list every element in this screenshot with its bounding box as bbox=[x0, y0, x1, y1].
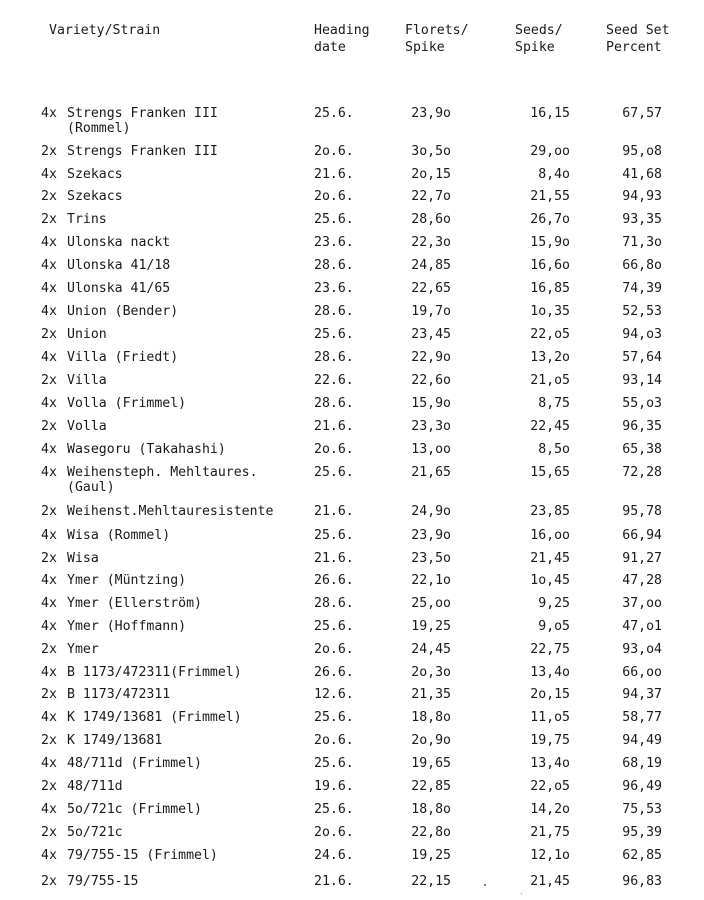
row-florets: 19,65 bbox=[411, 756, 451, 771]
row-ploidy: 4x bbox=[41, 528, 57, 543]
row-florets: 23,45 bbox=[411, 327, 451, 342]
row-seed-set: 66,8o bbox=[622, 258, 662, 273]
row-seed-set: 41,68 bbox=[622, 167, 662, 182]
row-heading-date: 2o.6. bbox=[314, 144, 354, 159]
row-variety: K 1749/13681 bbox=[67, 733, 163, 748]
row-variety: Ymer (Hoffmann) bbox=[67, 619, 187, 634]
row-florets: 23,9o bbox=[411, 528, 451, 543]
row-heading-date: 23.6. bbox=[314, 281, 354, 296]
row-heading-date: 25.6. bbox=[314, 212, 354, 227]
row-florets: 22,3o bbox=[411, 235, 451, 250]
row-seeds: 16,85 bbox=[530, 281, 570, 296]
row-florets: 23,9o bbox=[411, 106, 451, 121]
row-florets: 2o,3o bbox=[411, 665, 451, 680]
row-seed-set: 52,53 bbox=[622, 304, 662, 319]
row-ploidy: 2x bbox=[41, 733, 57, 748]
row-heading-date: 21.6. bbox=[314, 551, 354, 566]
row-seeds: 12,1o bbox=[530, 848, 570, 863]
row-seeds: 21,75 bbox=[530, 825, 570, 840]
row-seed-set: 95,78 bbox=[622, 504, 662, 519]
row-seeds: 23,85 bbox=[530, 504, 570, 519]
row-ploidy: 4x bbox=[41, 848, 57, 863]
row-ploidy: 2x bbox=[41, 874, 57, 889]
row-variety: 5o/721c bbox=[67, 825, 123, 840]
row-heading-date: 21.6. bbox=[314, 419, 354, 434]
row-seeds: 21,o5 bbox=[530, 373, 570, 388]
row-variety: Ulonska nackt bbox=[67, 235, 171, 250]
row-heading-date: 2o.6. bbox=[314, 825, 354, 840]
row-florets: 19,25 bbox=[411, 848, 451, 863]
row-seeds: 29,oo bbox=[530, 144, 570, 159]
row-seeds: 21,55 bbox=[530, 189, 570, 204]
row-ploidy: 4x bbox=[41, 619, 57, 634]
row-ploidy: 4x bbox=[41, 258, 57, 273]
row-heading-date: 25.6. bbox=[314, 465, 354, 480]
row-ploidy: 4x bbox=[41, 304, 57, 319]
row-heading-date: 25.6. bbox=[314, 710, 354, 725]
row-heading-date: 28.6. bbox=[314, 258, 354, 273]
row-heading-date: 12.6. bbox=[314, 687, 354, 702]
row-variety: Ymer (Ellerström) bbox=[67, 596, 202, 611]
row-seeds: 2o,15 bbox=[530, 687, 570, 702]
row-ploidy: 4x bbox=[41, 281, 57, 296]
row-variety: Union (Bender) bbox=[67, 304, 179, 319]
row-seeds: 11,o5 bbox=[530, 710, 570, 725]
row-seed-set: 66,94 bbox=[622, 528, 662, 543]
row-variety: Weihensteph. Mehltaures. (Gaul) bbox=[67, 465, 258, 495]
row-seeds: 22,o5 bbox=[530, 327, 570, 342]
row-variety: Volla bbox=[67, 419, 107, 434]
row-ploidy: 4x bbox=[41, 573, 57, 588]
row-seeds: 21,45 bbox=[530, 551, 570, 566]
row-heading-date: 2o.6. bbox=[314, 189, 354, 204]
row-seeds: 13,4o bbox=[530, 756, 570, 771]
row-seeds: 15,9o bbox=[530, 235, 570, 250]
row-heading-date: 28.6. bbox=[314, 396, 354, 411]
scan-speck bbox=[521, 893, 522, 894]
row-heading-date: 28.6. bbox=[314, 304, 354, 319]
row-variety: B 1173/472311 bbox=[67, 687, 171, 702]
row-heading-date: 26.6. bbox=[314, 665, 354, 680]
scan-speck bbox=[484, 884, 486, 886]
row-seeds: 8,5o bbox=[538, 442, 570, 457]
row-seeds: 19,75 bbox=[530, 733, 570, 748]
row-heading-date: 28.6. bbox=[314, 596, 354, 611]
row-heading-date: 25.6. bbox=[314, 802, 354, 817]
row-florets: 2o,9o bbox=[411, 733, 451, 748]
row-seed-set: 72,28 bbox=[622, 465, 662, 480]
row-ploidy: 2x bbox=[41, 825, 57, 840]
row-seed-set: 94,49 bbox=[622, 733, 662, 748]
row-heading-date: 24.6. bbox=[314, 848, 354, 863]
row-variety: Ymer (Müntzing) bbox=[67, 573, 187, 588]
row-variety: Trins bbox=[67, 212, 107, 227]
row-heading-date: 21.6. bbox=[314, 504, 354, 519]
row-florets: 15,9o bbox=[411, 396, 451, 411]
row-florets: 13,oo bbox=[411, 442, 451, 457]
row-heading-date: 25.6. bbox=[314, 528, 354, 543]
row-ploidy: 4x bbox=[41, 442, 57, 457]
row-heading-date: 2o.6. bbox=[314, 642, 354, 657]
row-seed-set: 67,57 bbox=[622, 106, 662, 121]
row-variety: Wisa (Rommel) bbox=[67, 528, 171, 543]
row-ploidy: 4x bbox=[41, 756, 57, 771]
row-heading-date: 25.6. bbox=[314, 106, 354, 121]
row-seeds: 16,6o bbox=[530, 258, 570, 273]
row-ploidy: 4x bbox=[41, 167, 57, 182]
header-heading-date: Heading date bbox=[314, 23, 370, 55]
row-seed-set: 74,39 bbox=[622, 281, 662, 296]
row-seeds: 1o,35 bbox=[530, 304, 570, 319]
row-florets: 18,8o bbox=[411, 710, 451, 725]
row-seeds: 14,2o bbox=[530, 802, 570, 817]
row-florets: 22,9o bbox=[411, 350, 451, 365]
row-florets: 23,5o bbox=[411, 551, 451, 566]
row-heading-date: 21.6. bbox=[314, 874, 354, 889]
row-seed-set: 57,64 bbox=[622, 350, 662, 365]
row-heading-date: 22.6. bbox=[314, 373, 354, 388]
row-florets: 24,9o bbox=[411, 504, 451, 519]
row-variety: Szekacs bbox=[67, 167, 123, 182]
row-florets: 22,15 bbox=[411, 874, 451, 889]
header-seeds-per-spike: Seeds/ Spike bbox=[515, 23, 563, 55]
header-florets-per-spike: Florets/ Spike bbox=[405, 23, 469, 55]
row-seed-set: 55,o3 bbox=[622, 396, 662, 411]
row-seed-set: 65,38 bbox=[622, 442, 662, 457]
row-ploidy: 2x bbox=[41, 373, 57, 388]
row-seed-set: 68,19 bbox=[622, 756, 662, 771]
row-seeds: 15,65 bbox=[530, 465, 570, 480]
row-variety: Volla (Frimmel) bbox=[67, 396, 187, 411]
row-variety: 48/711d (Frimmel) bbox=[67, 756, 202, 771]
row-variety: Wasegoru (Takahashi) bbox=[67, 442, 226, 457]
row-seeds: 9,o5 bbox=[538, 619, 570, 634]
row-heading-date: 21.6. bbox=[314, 167, 354, 182]
row-ploidy: 4x bbox=[41, 710, 57, 725]
row-ploidy: 2x bbox=[41, 327, 57, 342]
row-seeds: 8,4o bbox=[538, 167, 570, 182]
row-ploidy: 2x bbox=[41, 504, 57, 519]
row-florets: 24,85 bbox=[411, 258, 451, 273]
row-variety: Villa (Friedt) bbox=[67, 350, 179, 365]
row-florets: 3o,5o bbox=[411, 144, 451, 159]
row-florets: 22,8o bbox=[411, 825, 451, 840]
row-heading-date: 25.6. bbox=[314, 756, 354, 771]
row-variety: Ulonska 41/65 bbox=[67, 281, 171, 296]
row-ploidy: 4x bbox=[41, 665, 57, 680]
row-heading-date: 25.6. bbox=[314, 619, 354, 634]
row-seed-set: 93,14 bbox=[622, 373, 662, 388]
row-heading-date: 25.6. bbox=[314, 327, 354, 342]
row-ploidy: 4x bbox=[41, 802, 57, 817]
row-ploidy: 2x bbox=[41, 144, 57, 159]
row-seed-set: 71,3o bbox=[622, 235, 662, 250]
row-variety: Strengs Franken III bbox=[67, 144, 218, 159]
row-seed-set: 47,o1 bbox=[622, 619, 662, 634]
row-variety: 48/711d bbox=[67, 779, 123, 794]
row-florets: 22,6o bbox=[411, 373, 451, 388]
row-seed-set: 96,35 bbox=[622, 419, 662, 434]
row-variety: Strengs Franken III (Rommel) bbox=[67, 106, 218, 136]
row-variety: 5o/721c (Frimmel) bbox=[67, 802, 202, 817]
row-seeds: 16,15 bbox=[530, 106, 570, 121]
row-variety: Villa bbox=[67, 373, 107, 388]
row-heading-date: 2o.6. bbox=[314, 442, 354, 457]
row-ploidy: 4x bbox=[41, 465, 57, 480]
row-florets: 22,1o bbox=[411, 573, 451, 588]
row-seeds: 9,25 bbox=[538, 596, 570, 611]
row-seeds: 8,75 bbox=[538, 396, 570, 411]
row-heading-date: 23.6. bbox=[314, 235, 354, 250]
row-variety: 79/755-15 (Frimmel) bbox=[67, 848, 218, 863]
row-seed-set: 94,37 bbox=[622, 687, 662, 702]
row-ploidy: 4x bbox=[41, 106, 57, 121]
row-seed-set: 58,77 bbox=[622, 710, 662, 725]
row-ploidy: 4x bbox=[41, 235, 57, 250]
row-florets: 22,7o bbox=[411, 189, 451, 204]
row-seed-set: 75,53 bbox=[622, 802, 662, 817]
row-florets: 2o,15 bbox=[411, 167, 451, 182]
row-variety: 79/755-15 bbox=[67, 874, 139, 889]
row-florets: 22,85 bbox=[411, 779, 451, 794]
row-florets: 23,3o bbox=[411, 419, 451, 434]
row-florets: 25,oo bbox=[411, 596, 451, 611]
row-seed-set: 95,39 bbox=[622, 825, 662, 840]
row-seed-set: 96,49 bbox=[622, 779, 662, 794]
row-seeds: 21,45 bbox=[530, 874, 570, 889]
row-ploidy: 2x bbox=[41, 551, 57, 566]
row-seed-set: 93,o4 bbox=[622, 642, 662, 657]
row-seed-set: 66,oo bbox=[622, 665, 662, 680]
row-seed-set: 94,o3 bbox=[622, 327, 662, 342]
row-florets: 21,65 bbox=[411, 465, 451, 480]
row-seed-set: 96,83 bbox=[622, 874, 662, 889]
row-seed-set: 94,93 bbox=[622, 189, 662, 204]
row-seed-set: 95,o8 bbox=[622, 144, 662, 159]
row-heading-date: 2o.6. bbox=[314, 733, 354, 748]
row-seeds: 22,75 bbox=[530, 642, 570, 657]
row-variety: Ymer bbox=[67, 642, 99, 657]
row-ploidy: 2x bbox=[41, 419, 57, 434]
row-seeds: 13,2o bbox=[530, 350, 570, 365]
row-seed-set: 91,27 bbox=[622, 551, 662, 566]
row-seeds: 22,45 bbox=[530, 419, 570, 434]
row-florets: 19,25 bbox=[411, 619, 451, 634]
row-ploidy: 4x bbox=[41, 396, 57, 411]
row-florets: 22,65 bbox=[411, 281, 451, 296]
row-heading-date: 28.6. bbox=[314, 350, 354, 365]
row-seed-set: 62,85 bbox=[622, 848, 662, 863]
row-seeds: 16,oo bbox=[530, 528, 570, 543]
row-florets: 19,7o bbox=[411, 304, 451, 319]
row-ploidy: 4x bbox=[41, 596, 57, 611]
row-heading-date: 19.6. bbox=[314, 779, 354, 794]
row-ploidy: 2x bbox=[41, 642, 57, 657]
row-variety: K 1749/13681 (Frimmel) bbox=[67, 710, 242, 725]
row-variety: Ulonska 41/18 bbox=[67, 258, 171, 273]
header-variety: Variety/Strain bbox=[49, 23, 161, 38]
row-seed-set: 37,oo bbox=[622, 596, 662, 611]
row-heading-date: 26.6. bbox=[314, 573, 354, 588]
row-ploidy: 2x bbox=[41, 189, 57, 204]
row-variety: B 1173/472311(Frimmel) bbox=[67, 665, 242, 680]
row-florets: 21,35 bbox=[411, 687, 451, 702]
row-ploidy: 2x bbox=[41, 687, 57, 702]
row-florets: 18,8o bbox=[411, 802, 451, 817]
row-ploidy: 2x bbox=[41, 779, 57, 794]
row-ploidy: 4x bbox=[41, 350, 57, 365]
row-ploidy: 2x bbox=[41, 212, 57, 227]
row-variety: Szekacs bbox=[67, 189, 123, 204]
row-seeds: 1o,45 bbox=[530, 573, 570, 588]
row-seed-set: 93,35 bbox=[622, 212, 662, 227]
row-florets: 24,45 bbox=[411, 642, 451, 657]
row-florets: 28,6o bbox=[411, 212, 451, 227]
header-seed-set-percent: Seed Set Percent bbox=[606, 23, 670, 55]
row-variety: Union bbox=[67, 327, 107, 342]
row-seed-set: 47,28 bbox=[622, 573, 662, 588]
row-variety: Weihenst.Mehltauresistente bbox=[67, 504, 274, 519]
row-seeds: 22,o5 bbox=[530, 779, 570, 794]
row-seeds: 13,4o bbox=[530, 665, 570, 680]
table-header bbox=[0, 22, 704, 62]
row-seeds: 26,7o bbox=[530, 212, 570, 227]
row-variety: Wisa bbox=[67, 551, 99, 566]
